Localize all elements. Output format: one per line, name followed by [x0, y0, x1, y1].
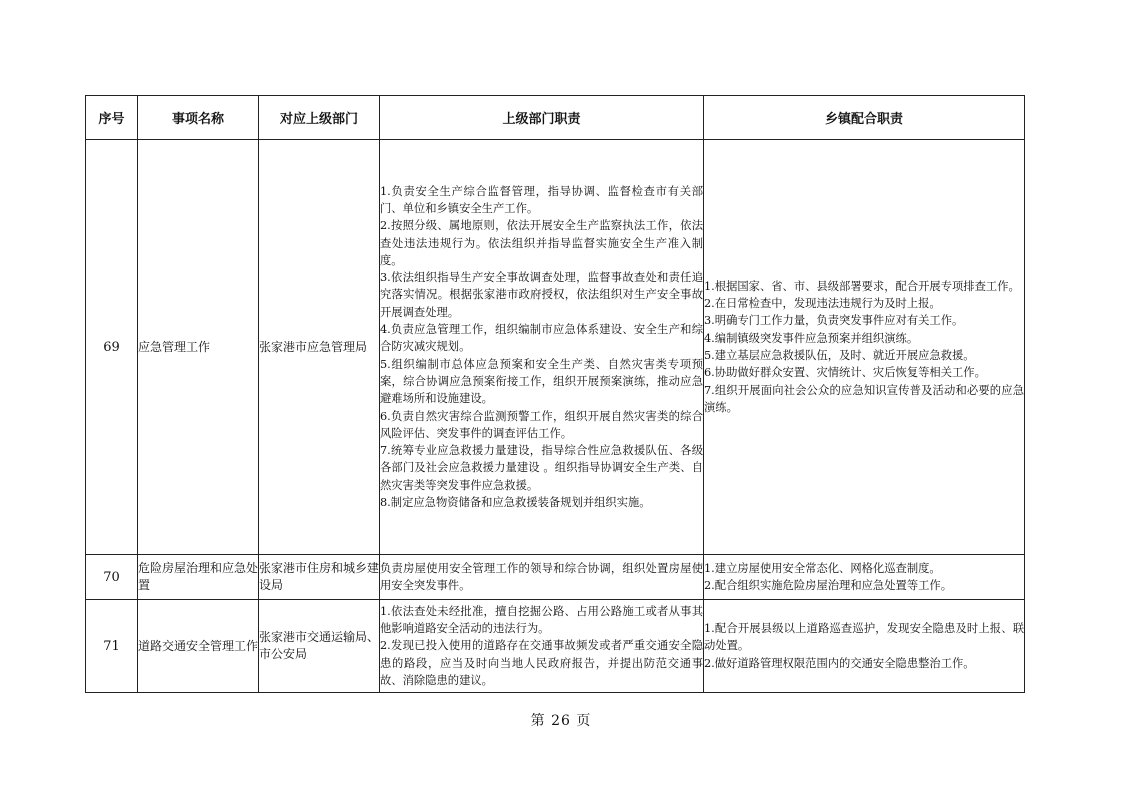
header-row [86, 96, 1025, 140]
row-upper-duties [380, 600, 704, 693]
duty-line: 5.组织编制市总体应急预案和安全生产类、自然灾害类专项预案，综合协调应急预案衔接工作，组织开展预案演练，推动应急避难场所和设施建设。 [380, 357, 703, 406]
duty-line: 3.依法组织指导生产安全事故调查处理，监督事故查处和责任追究落实情况。根据张家港市政府授权，依法组织对生产安全事故开展调查处理。 [380, 271, 703, 319]
duty-line: 1.建立房屋使用安全常态化、网格化巡查制度。 [704, 561, 941, 575]
duty-line: 2.在日常检查中，发现违法违规行为及时上报。 [704, 297, 941, 311]
row-seq: 69 [86, 140, 138, 555]
duty-line: 1.根据国家、省、市、县级部署要求，配合开展专项排查工作。 [704, 279, 1020, 293]
row-upper-duties [380, 555, 704, 600]
header-upper-duties: 上级部门职责 [380, 96, 704, 140]
duty-line: 7.统筹专业应急救援力量建设，指导综合性应急救援队伍、各级各部门及社会应急救援力量建设 。组织指导协调安全生产类、自然灾害类等突发事件应急救援。 [380, 444, 703, 492]
duty-line: 4.负责应急管理工作，组织编制市应急体系建设、安全生产和综合防灾减灾规划。 [380, 323, 703, 354]
duty-line: 4.编制镇级突发事件应急预案并组织演练。 [704, 331, 919, 345]
header-item-name: 事项名称 [138, 96, 259, 140]
duty-line: 3.明确专门工作力量，负责突发事件应对有关工作。 [704, 314, 964, 328]
duty-line: 2.发现已投入使用的道路存在交通事故频发或者严重交通安全隐患的路段，应当及时向当地人民政府报告，并提出防范交通事故、消除隐患的建议。 [380, 639, 703, 687]
row-seq: 71 [86, 600, 138, 693]
row-town-duties [704, 555, 1025, 600]
duty-line: 2.做好道路管理权限范围内的交通安全隐患整治工作。 [704, 656, 975, 670]
duty-line: 2.按照分级、属地原则，依法开展安全生产监察执法工作，依法查处违法违规行为。依法组织并指导监督实施安全生产准入制度。 [380, 219, 703, 267]
row-department: 张家港市住房和城乡建设局 [259, 555, 380, 600]
header-town-duties: 乡镇配合职责 [704, 96, 1025, 140]
table-row [86, 140, 1025, 555]
duty-line: 6.协助做好群众安置、灾情统计、灾后恢复等相关工作。 [704, 366, 986, 380]
duty-line: 6.负责自然灾害综合监测预警工作，组织开展自然灾害类的综合风险评估、突发事件的调查评估工作。 [380, 409, 703, 440]
duty-line: 1.负责安全生产综合监督管理，指导协调、监督检查市有关部门、单位和乡镇安全生产工作。 [380, 184, 703, 215]
row-item-name: 道路交通安全管理工作 [138, 600, 259, 693]
row-department: 张家港市应急管理局 [259, 140, 380, 555]
duty-line: 负责房屋使用安全管理工作的领导和综合协调，组织处置房屋使用安全突发事件。 [380, 561, 703, 592]
duty-line: 8.制定应急物资储备和应急救援装备规划并组织实施。 [380, 496, 651, 510]
duty-line: 1.配合开展县级以上道路巡查巡护，发现安全隐患及时上报、联动处置。 [704, 622, 1024, 653]
table-row [86, 555, 1025, 600]
row-seq: 70 [86, 555, 138, 600]
row-department: 张家港市交通运输局、市公安局 [259, 600, 380, 693]
table-row [86, 600, 1025, 693]
duties-table [85, 95, 1025, 693]
duty-line: 7.组织开展面向社会公众的应急知识宣传普及活动和必要的应急演练。 [704, 383, 1024, 414]
header-department: 对应上级部门 [259, 96, 380, 140]
duty-line: 5.建立基层应急救援队伍，及时、就近开展应急救援。 [704, 349, 975, 362]
header-seq: 序号 [86, 96, 138, 140]
duty-line: 2.配合组织实施危险房屋治理和应急处置等工作。 [704, 579, 953, 592]
row-town-duties [704, 600, 1025, 693]
duty-line: 1.依法查处未经批准，擅自挖掘公路、占用公路施工或者从事其他影响道路安全活动的违法行为。 [380, 604, 703, 636]
page-number: 第 26 页 [530, 713, 592, 729]
row-town-duties [704, 140, 1025, 555]
row-item-name: 应急管理工作 [138, 140, 259, 555]
row-upper-duties [380, 140, 704, 555]
row-item-name: 危险房屋治理和应急处置 [138, 555, 259, 600]
